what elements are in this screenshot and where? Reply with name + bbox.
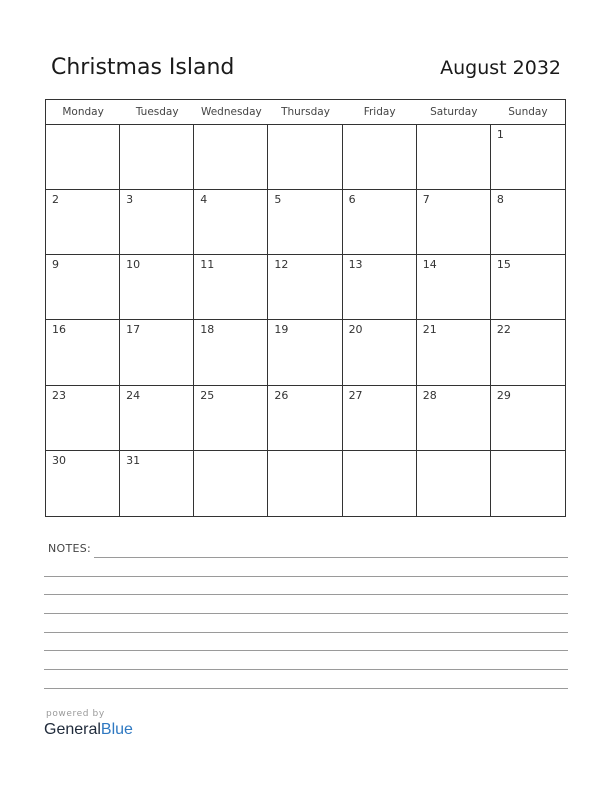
powered-by-text: powered by xyxy=(46,709,105,719)
day-number: 11 xyxy=(200,258,215,272)
day-cell xyxy=(343,125,417,190)
day-cell xyxy=(491,451,565,516)
weekday-thursday: Thursday xyxy=(281,106,330,118)
day-number: 22 xyxy=(496,323,511,337)
day-cell xyxy=(491,125,565,190)
day-number: 30 xyxy=(52,453,66,467)
day-cell xyxy=(120,320,194,385)
day-number: 13 xyxy=(348,258,363,272)
day-cell xyxy=(46,190,120,255)
day-cell xyxy=(268,386,342,451)
day-number: 9 xyxy=(52,258,59,272)
day-number: 20 xyxy=(348,323,363,337)
note-line xyxy=(44,650,568,651)
day-cell xyxy=(417,255,491,320)
day-cell xyxy=(343,320,417,385)
day-cell xyxy=(417,190,491,255)
day-cell xyxy=(46,320,120,385)
day-cell xyxy=(268,255,342,320)
note-line xyxy=(44,613,568,614)
day-number: 18 xyxy=(200,323,215,337)
day-cell xyxy=(343,190,417,255)
weekday-monday: Monday xyxy=(62,106,104,118)
day-number: 4 xyxy=(200,193,208,207)
day-cell xyxy=(194,386,268,451)
day-cell xyxy=(120,386,194,451)
brand-general-text: General xyxy=(44,721,101,738)
note-line xyxy=(94,557,568,558)
day-cell xyxy=(268,451,342,516)
day-number: 29 xyxy=(496,388,511,402)
brand-blue-text: Blue xyxy=(100,721,133,738)
day-cell xyxy=(417,320,491,385)
day-number: 6 xyxy=(348,193,356,207)
day-number: 24 xyxy=(126,388,141,402)
day-number: 23 xyxy=(52,388,66,402)
notes-label: NOTES: xyxy=(48,542,92,555)
weekday-wednesday: Wednesday xyxy=(200,106,262,118)
day-cell xyxy=(194,451,268,516)
day-number: 1 xyxy=(496,128,504,141)
day-cell xyxy=(417,386,491,451)
month-year-title: August 2032 xyxy=(440,57,561,79)
day-cell xyxy=(343,386,417,451)
day-number: 10 xyxy=(126,258,141,272)
day-cell xyxy=(194,320,268,385)
day-cell xyxy=(120,190,194,255)
day-cell xyxy=(194,255,268,320)
day-number: 14 xyxy=(422,258,437,272)
day-number: 16 xyxy=(52,323,66,337)
day-cell xyxy=(120,255,194,320)
day-number: 8 xyxy=(496,193,504,207)
day-number: 5 xyxy=(274,193,282,207)
day-cell xyxy=(417,125,491,190)
day-number: 31 xyxy=(126,453,141,467)
day-number: 27 xyxy=(348,388,363,402)
day-number: 17 xyxy=(126,323,141,337)
page-title: Christmas Island xyxy=(51,55,235,80)
day-cell xyxy=(491,320,565,385)
day-cell xyxy=(417,451,491,516)
generalblue-logo[interactable] xyxy=(44,721,133,739)
note-line xyxy=(44,632,568,633)
weekday-tuesday: Tuesday xyxy=(135,106,179,118)
day-cell xyxy=(268,320,342,385)
day-cell xyxy=(268,125,342,190)
day-number: 19 xyxy=(274,323,289,337)
day-cell xyxy=(491,190,565,255)
day-number: 28 xyxy=(422,388,437,402)
note-line xyxy=(44,669,568,670)
day-number: 2 xyxy=(52,193,59,207)
day-number: 25 xyxy=(200,388,215,402)
day-cell xyxy=(268,190,342,255)
day-cell xyxy=(194,125,268,190)
day-number: 21 xyxy=(422,323,437,337)
day-number: 7 xyxy=(422,193,430,207)
weekday-header xyxy=(46,100,565,125)
day-cell xyxy=(120,451,194,516)
day-cell xyxy=(194,190,268,255)
day-cell xyxy=(343,451,417,516)
calendar-grid xyxy=(45,99,566,517)
day-number: 26 xyxy=(274,388,289,402)
day-number: 15 xyxy=(496,258,511,272)
calendar-body xyxy=(46,125,565,516)
day-cell xyxy=(120,125,194,190)
note-line xyxy=(44,688,568,689)
note-line xyxy=(44,594,568,595)
weekday-sunday: Sunday xyxy=(508,106,548,118)
day-cell xyxy=(46,386,120,451)
day-cell xyxy=(343,255,417,320)
day-cell xyxy=(46,255,120,320)
day-cell xyxy=(46,451,120,516)
day-number: 3 xyxy=(126,193,134,207)
day-number: 12 xyxy=(274,258,289,272)
weekday-saturday: Saturday xyxy=(430,106,478,118)
weekday-friday: Friday xyxy=(363,106,396,118)
day-cell xyxy=(46,125,120,190)
day-cell xyxy=(491,255,565,320)
day-cell xyxy=(491,386,565,451)
note-line xyxy=(44,576,568,577)
